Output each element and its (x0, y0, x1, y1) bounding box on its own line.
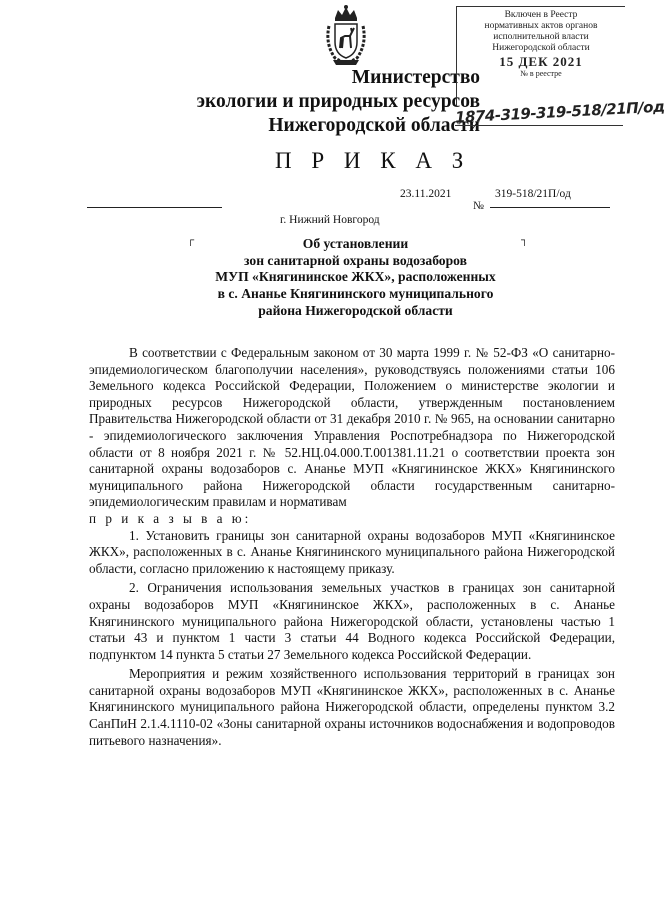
subject-line-1: Об установлении (302, 236, 409, 251)
preamble-paragraph: В соответствии с Федеральным законом от 30 марта 1999 г. № 52-ФЗ «О санитарно-эпидемиологическом благополучии населения», руководствуясь положениями статьи 106 Земельного кодекса Российской Федерации, Положением о министерстве экологии и природных ресурсов Нижегородской области, утвержденным постановлением Правительства Нижегородской области от 31 декабря 2010 г. № 965, на основании санитарно - эпидемиологического заключения Управления Роспотребнадзора по Нижегородской области от 8 ноября 2021 г. № 52.НЦ.04.000.Т.001381.11.21 о соответствии проекта зон санитарной охраны водозаборов с. Ананье МУП «Княгининское ЖКХ» Княгининского муниципального района Нижегородской области государственным санитарно-эпидемиологическим правилам и нормативам (89, 345, 615, 510)
subject-line-3: МУП «Княгининское ЖКХ», расположенных (215, 269, 496, 285)
item-2-paragraph: 2. Ограничения использования земельных участков в границах зон санитарной охраны водозаборов МУП «Княгининское ЖКХ», расположенных в с. Ананье Княгининского муниципального района Нижегородской области, установлены частью 1 статьи 43 и пунктом 1 части 3 статьи 44 Водного кодекса Российской Федерации, подпунктом 14 пункта 5 статьи 27 Земельного кодекса Российской Федерации. (89, 580, 615, 662)
number-sign: № (473, 200, 484, 212)
number-underline (490, 207, 610, 208)
order-word: п р и к а з ы в а ю: (89, 510, 252, 526)
registry-stamp (456, 6, 626, 106)
subject-line-5: района Нижегородской области (258, 302, 453, 318)
stamp-underline (455, 125, 623, 126)
ministry-line-3: Нижегородской области (268, 115, 480, 136)
stamp-line-2: нормативных актов органов (484, 21, 598, 31)
document-number: 319-518/21П/од (495, 188, 571, 200)
document-subject (178, 236, 533, 320)
document-body (89, 345, 615, 749)
corner-mark-left: ┌ (187, 235, 195, 246)
date-underline (87, 207, 222, 208)
corner-mark-right: ┐ (521, 235, 529, 246)
ministry-header (150, 66, 480, 138)
stamp-line-3: исполнительной власти (493, 32, 589, 42)
stamp-date: 15 ДЕК 2021 (499, 54, 583, 69)
subject-line-2: зон санитарной охраны водозаборов (244, 252, 467, 268)
item-2-continuation-paragraph: Мероприятия и режим хозяйственного использования территорий в границах зон санитарной охраны водозаборов МУП «Княгининское ЖКХ», расположенных в с. Ананье Княгининского муниципального района Нижегородской области, определены пунктом 3.2 СанПиН 2.1.4.1110-02 «Зоны санитарной охраны источников водоснабжения и водопроводов питьевого назначения». (89, 666, 615, 748)
ministry-line-2: экологии и природных ресурсов (196, 91, 480, 112)
stamp-line-4: Нижегородской области (492, 43, 590, 53)
document-type: П Р И К А З (275, 148, 471, 173)
ministry-line-1: Министерство (351, 67, 480, 88)
subject-line-4: в с. Ананье Княгининского муниципального (217, 286, 494, 302)
document-date: 23.11.2021 (400, 188, 452, 200)
stamp-reg-label: № в реестре (520, 69, 562, 78)
stamp-line-1: Включен в Реестр (504, 10, 578, 20)
stamp-handwritten-number: 1874-319-319-518/21П/од (454, 97, 665, 127)
coat-of-arms-emblem (323, 4, 369, 66)
item-1-paragraph: 1. Установить границы зон санитарной охраны водозаборов МУП «Княгининское ЖКХ», расположенных в с. Ананье Княгининского муниципального района Нижегородской области, согласно приложению к настоящему приказу. (89, 527, 615, 576)
city: г. Нижний Новгород (280, 214, 380, 226)
